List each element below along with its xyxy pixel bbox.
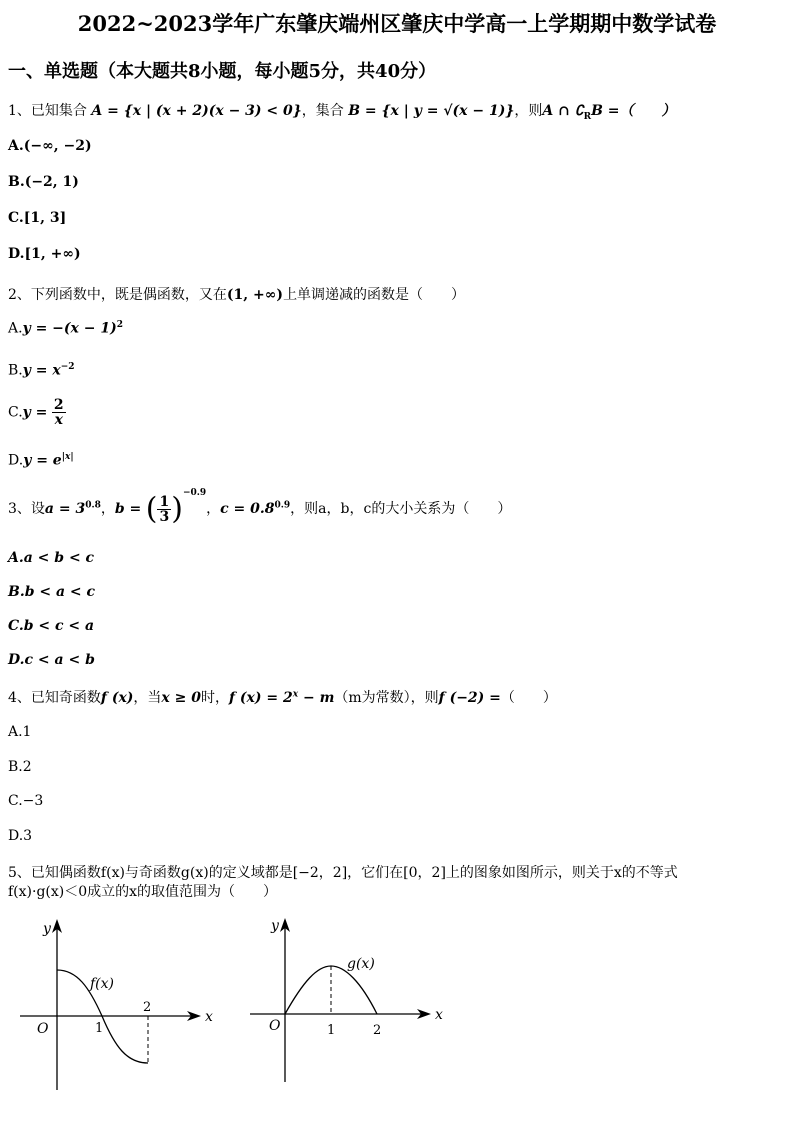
question-4-option-d: D.3 xyxy=(8,828,33,844)
fraction-numerator: 2 xyxy=(53,397,64,413)
question-4-option-a: A.1 xyxy=(8,724,32,740)
complement-expression-tail: B =（ ） xyxy=(591,103,676,119)
question-1-option-a: A.(−∞, −2) xyxy=(8,138,92,154)
origin-label: O xyxy=(269,1018,281,1034)
question-2-option-d xyxy=(8,452,74,469)
c-exponent: 0.9 xyxy=(274,500,291,511)
paper-title: 2022~2023学年广东肇庆端州区肇庆中学高一上学期期中数学试卷 xyxy=(77,11,717,36)
complement-expression: A ∩ ∁ xyxy=(542,103,584,119)
tick-label-2: 2 xyxy=(373,1023,382,1038)
option-expression: y = e xyxy=(23,452,62,469)
question-1-option-c: C.[1, 3] xyxy=(8,210,67,226)
question-text: ，则a，b，c的大小关系为（ ） xyxy=(290,501,512,517)
fraction-denominator: x xyxy=(54,412,63,428)
question-text: 设 xyxy=(30,501,45,517)
tick-label-1: 1 xyxy=(95,1021,104,1036)
tick-label-1: 1 xyxy=(327,1023,336,1038)
graph-f xyxy=(15,915,225,1095)
option-exponent: 2 xyxy=(116,320,123,330)
x-label: x xyxy=(205,1009,213,1025)
question-3-option-c: C.b < c < a xyxy=(8,618,95,634)
question-1-option-d: D.[1, +∞) xyxy=(8,246,81,262)
question-number: 1、 xyxy=(8,103,31,119)
question-2-option-c xyxy=(8,398,66,427)
b-fraction xyxy=(157,495,171,524)
y-label: y xyxy=(271,918,279,934)
equation-expression: f (x) = 2 xyxy=(229,690,293,706)
separator: ， xyxy=(100,501,115,517)
question-text: 已知偶函数f(x)与奇函数g(x)的定义域都是[−2，2]，它们在[0，2]上的图象如图所示，则关于x的不等式 xyxy=(30,865,678,881)
equation-exponent: x xyxy=(292,689,299,700)
question-2 xyxy=(8,284,465,304)
set-a-expression: A = {x | (x + 2)(x − 3) < 0} xyxy=(91,103,302,119)
fraction-numerator: 1 xyxy=(159,493,170,510)
function-expression: f (x) xyxy=(100,690,134,706)
question-1 xyxy=(8,100,676,122)
option-exponent: −2 xyxy=(60,362,75,372)
separator: ， xyxy=(206,501,221,517)
question-text: 时， xyxy=(201,690,229,706)
ask-expression: f (−2) = xyxy=(438,690,501,706)
y-label: y xyxy=(43,921,51,937)
option-exponent: |x| xyxy=(61,452,74,462)
question-3-option-b: B.b < a < c xyxy=(8,584,96,600)
option-fraction xyxy=(52,398,66,427)
question-text: （ ） xyxy=(500,690,557,706)
question-number: 2、 xyxy=(8,287,31,303)
question-4 xyxy=(8,687,557,707)
x-label: x xyxy=(435,1007,443,1023)
option-letter: B. xyxy=(8,362,23,379)
left-paren: ( xyxy=(145,491,158,527)
curve-label: g(x) xyxy=(347,956,375,972)
question-text: 已知奇函数 xyxy=(30,690,101,706)
right-paren: ) xyxy=(171,491,183,527)
question-text: ，则 xyxy=(514,103,543,119)
question-3 xyxy=(8,488,511,527)
question-text: 下列函数中，既是偶函数，又在 xyxy=(30,287,227,303)
question-number: 4、 xyxy=(8,690,31,706)
origin-label: O xyxy=(37,1021,49,1037)
question-text: ，当 xyxy=(133,690,162,706)
question-number: 3、 xyxy=(8,501,31,517)
b-expression: b = xyxy=(114,501,142,517)
graph-g xyxy=(245,912,455,1092)
condition-expression: x ≥ 0 xyxy=(161,690,201,706)
c-expression: c = 0.8 xyxy=(220,501,275,517)
b-exponent: −0.9 xyxy=(182,488,207,498)
question-5 xyxy=(8,862,678,882)
question-2-option-b xyxy=(8,362,75,379)
question-text: ，集合 xyxy=(301,103,344,119)
option-letter: C. xyxy=(8,404,23,421)
interval-expression: (1, +∞) xyxy=(226,287,284,303)
equation-expression-tail: − m xyxy=(298,690,335,706)
question-text: 已知集合 xyxy=(30,103,87,119)
question-1-option-b: B.(−2, 1) xyxy=(8,174,79,190)
set-b-expression: B = {x | y = √(x − 1)} xyxy=(348,103,515,119)
question-text: 上单调递减的函数是（ ） xyxy=(283,287,466,303)
option-expression: y = xyxy=(22,404,48,421)
a-expression: a = 3 xyxy=(44,501,86,517)
tick-label-2: 2 xyxy=(143,1000,152,1015)
question-5-line-2: f(x)·g(x)＜0成立的x的取值范围为（ ） xyxy=(8,884,278,900)
question-number: 5、 xyxy=(8,865,31,881)
section-heading: 一、单选题（本大题共8小题，每小题5分，共40分） xyxy=(8,61,437,82)
option-expression: y = x xyxy=(22,362,61,379)
a-exponent: 0.8 xyxy=(85,500,101,511)
fraction-denominator: 3 xyxy=(159,508,170,525)
question-2-option-a xyxy=(8,320,123,337)
complement-subscript: R xyxy=(583,111,592,122)
question-4-option-c: C.−3 xyxy=(8,793,44,809)
curve-label: f(x) xyxy=(90,976,115,992)
question-text: （m为常数），则 xyxy=(334,690,439,706)
option-letter: A. xyxy=(8,320,23,337)
option-expression: y = −(x − 1) xyxy=(22,320,117,337)
option-letter: D. xyxy=(8,452,24,469)
question-3-option-d: D.c < a < b xyxy=(8,652,95,668)
question-3-option-a: A.a < b < c xyxy=(8,550,95,566)
question-4-option-b: B.2 xyxy=(8,759,32,775)
